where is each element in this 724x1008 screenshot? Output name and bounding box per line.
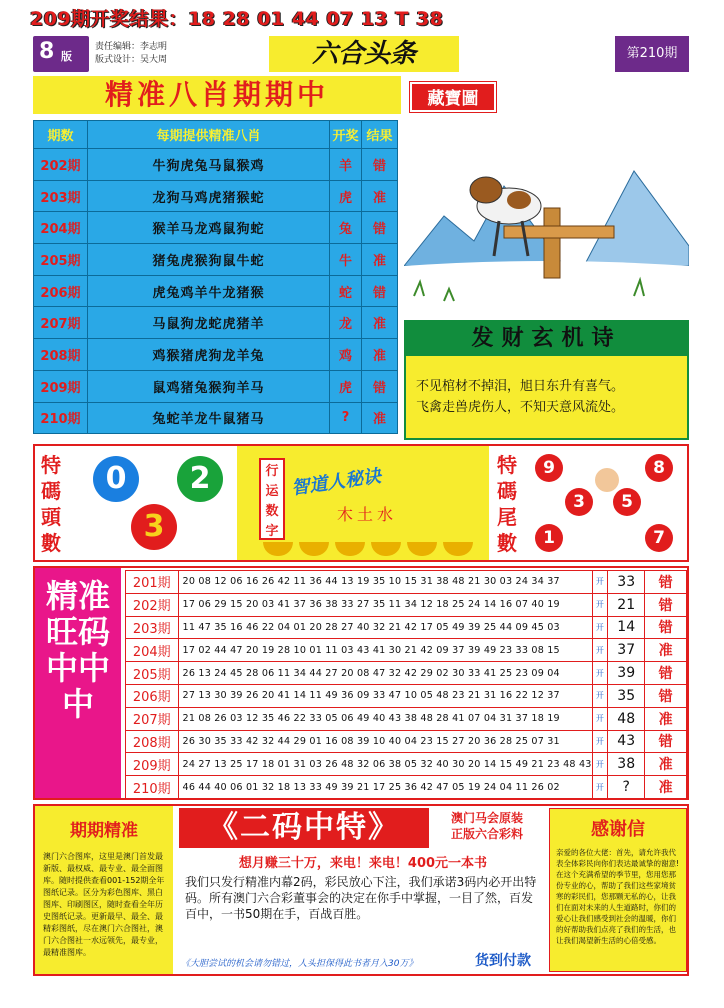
row-open-value: 37 [608,639,645,662]
mountain-right [584,171,689,266]
prediction-row [34,244,398,276]
row-period: 204期 [34,212,88,244]
prediction-table [33,120,398,434]
row-period: 208期 [34,339,88,371]
row-open-value: 39 [608,662,645,685]
row-open: 鸡 [330,339,362,371]
row-result: 错 [362,275,398,307]
row-open-label: 开 [592,684,608,707]
two-code-body: 我们只发行精准内幕2码，彩民放心下注，我们承诺3码内必开出特码。所有澳门六合彩董事会的决定在你手中掌握，一目了然，百发百中，一书50期在手，百战百胜。 [185,875,537,921]
row-result: 错 [362,149,398,181]
prediction-row [34,370,398,402]
poem-title: 发财玄机诗 [406,322,687,356]
row-zodiacs: 龙狗马鸡虎猪猴蛇 [88,180,330,212]
tail-ball: 8 [645,454,673,482]
thanks-body: 亲爱的各位大佬：首先，请允许我代表全体彩民向你们表达最诚挚的谢意!在这个充满希望的季节里，您用您那份专业的心，帮助了我们这些家境贫寒的彩民们，您那颗无私的心，让我们在面对未来的人生道路时，你们的爱心让我们感受到社会的温暖，你们的好帮助我们点亮了我们的生活，也让我们渴望新生活的心倍受感。 [556,848,680,945]
fortune-poem [404,320,689,440]
row-period: 206期 [126,684,179,707]
org-line: 正版六合彩料 [450,827,523,841]
row-open-value: 14 [608,616,645,639]
edition-number: 8 [39,39,55,64]
row-numbers: 17 02 44 47 20 19 28 10 01 11 03 43 41 30 21 42 09 37 39 49 23 33 08 15 [178,639,592,662]
row-period: 203期 [126,616,179,639]
row-open-label: 开 [592,662,608,685]
row-open-label: 开 [592,776,608,799]
row-zodiacs: 猴羊马龙鸡鼠狗蛇 [88,212,330,244]
bottom-section [33,804,689,976]
row-open-value: ? [608,776,645,799]
numbers-row [126,730,687,753]
row-period: 210期 [34,402,88,434]
row-open: 龙 [330,307,362,339]
row-period: 207期 [126,707,179,730]
secret-title: 智道人秘诀 [290,465,383,500]
numbers-row [126,571,687,594]
two-code-slogan: 想月赚三十万，来电！来电！400元一本书 [238,856,488,871]
row-zodiacs: 虎兔鸡羊牛龙猪猴 [88,275,330,307]
row-period: 208期 [126,730,179,753]
row-numbers: 17 06 29 15 20 03 41 37 36 38 33 27 35 11 34 12 18 25 24 14 16 07 40 19 [178,593,592,616]
row-open-value: 48 [608,707,645,730]
row-result: 准 [645,707,687,730]
prediction-row [34,307,398,339]
credit-editor: 责任编辑：李志明 [95,42,168,52]
row-numbers: 27 13 30 39 26 20 41 14 11 49 36 09 33 47 10 05 48 23 21 31 16 22 12 37 [178,684,592,707]
row-zodiacs: 鸡猴猪虎狗龙羊兔 [88,339,330,371]
row-result: 错 [645,616,687,639]
row-numbers: 24 27 13 25 17 18 01 31 03 26 48 32 06 38 05 32 40 30 20 14 15 49 21 23 48 43 [178,753,592,776]
row-result: 准 [362,244,398,276]
row-numbers: 26 30 35 33 42 32 44 29 01 16 08 39 10 40 04 23 15 27 20 36 28 25 07 31 [178,730,592,753]
credit-design: 版式设计：吴大周 [95,55,168,65]
hot-numbers-title: 精准旺码中中中 [35,568,121,798]
head-ball: 0 [93,456,139,502]
col-period: 期数 [34,121,88,149]
row-result: 准 [362,307,398,339]
cash-on-delivery-label: 货到付款 [475,953,531,969]
row-period: 205期 [34,244,88,276]
org-line: 澳门马会原装 [450,811,523,825]
tail-ball: 1 [535,524,563,552]
credits [95,41,167,67]
row-open-value: 35 [608,684,645,707]
row-period: 202期 [126,593,179,616]
two-code-title: 《二码中特》 [179,808,429,848]
fence-post [544,208,560,278]
draw-result-banner: 209期开奖结果：18 28 01 44 07 13 T 38 [30,8,444,30]
prediction-header-row [34,121,398,149]
prediction-title: 精准八肖期期中 [33,76,401,114]
row-result: 准 [645,639,687,662]
thank-you-letter [549,808,687,972]
row-numbers: 21 08 26 03 12 35 46 22 33 05 06 49 40 43 38 48 28 41 07 04 31 37 18 19 [178,707,592,730]
head-ball: 3 [131,504,177,550]
row-result: 准 [645,776,687,799]
row-open-value: 43 [608,730,645,753]
row-open-label: 开 [592,593,608,616]
gold-ingot-icon [263,542,293,556]
row-numbers: 20 08 12 06 16 26 42 11 36 44 13 19 35 10 15 31 38 48 21 30 03 24 34 37 [178,571,592,594]
prediction-row [34,212,398,244]
poem-line: 飞禽走兽虎伤人，不知天意风流处。 [416,400,625,415]
row-zodiacs: 牛狗虎兔马鼠猴鸡 [88,149,330,181]
two-code-org [433,810,541,842]
row-period: 210期 [126,776,179,799]
col-result: 结果 [362,121,398,149]
row-zodiacs: 兔蛇羊龙牛鼠猪马 [88,402,330,434]
row-open-label: 开 [592,616,608,639]
row-period: 209期 [34,370,88,402]
row-open-value: 33 [608,571,645,594]
edition-unit: 版 [61,50,72,63]
two-code-footnote: 《大胆尝试的机会请勿错过，人头担保得此书者月入30万》 [181,959,418,969]
numbers-row [126,593,687,616]
fence-rail [504,226,614,238]
row-zodiacs: 鼠鸡猪兔猴狗羊马 [88,370,330,402]
row-period: 203期 [34,180,88,212]
accuracy-title: 期期精准 [70,821,138,841]
prediction-row [34,339,398,371]
numbers-row [126,684,687,707]
treasure-map-label: 藏寶圖 [410,82,496,112]
row-open-label: 开 [592,730,608,753]
issue-number: 第210期 [615,36,689,72]
head-ball: 2 [177,456,223,502]
row-open: 虎 [330,370,362,402]
gold-ingot-icon [299,542,329,556]
tail-ball: 9 [535,454,563,482]
prediction-row [34,402,398,434]
row-open: 牛 [330,244,362,276]
row-open-label: 开 [592,639,608,662]
five-elements: 木土水 [337,505,398,524]
lucky-number-tag: 行运数字 [259,458,285,540]
row-numbers: 11 47 35 16 46 22 04 01 20 28 27 40 32 21 42 17 05 49 39 25 44 09 45 03 [178,616,592,639]
row-numbers: 46 44 40 06 01 32 18 13 33 49 39 21 17 25 36 42 47 05 19 24 04 11 26 02 [178,776,592,799]
row-period: 207期 [34,307,88,339]
tail-ball: 5 [613,488,641,516]
row-result: 准 [362,180,398,212]
head-digits-title: 特碼頭數 [41,453,61,555]
row-open: 蛇 [330,275,362,307]
dog-patch [507,191,531,209]
row-result: 准 [362,339,398,371]
gold-ingot-icon [443,542,473,556]
gold-ingot-icon [371,542,401,556]
child-figure-icon [595,468,619,492]
row-open: 兔 [330,212,362,244]
row-period: 202期 [34,149,88,181]
row-open-label: 开 [592,571,608,594]
row-open-value: 21 [608,593,645,616]
row-open: 羊 [330,149,362,181]
row-result: 错 [645,571,687,594]
numbers-row [126,776,687,799]
thanks-title: 感谢信 [591,819,645,840]
tail-digits-title: 特碼尾數 [497,453,517,555]
numbers-row [126,662,687,685]
special-digits-panel [33,444,689,562]
row-open: 虎 [330,180,362,212]
numbers-row [126,639,687,662]
row-numbers: 26 13 24 45 28 06 11 34 44 27 20 08 47 32 42 29 02 30 33 41 25 23 09 04 [178,662,592,685]
accuracy-body: 澳门六合图库，这里是澳门首发最新版、最权威、最专业、最全面图库。随时提供查看001-152期全年图纸记录。区分为彩色图库、黑白图库、印刷图区，随时查看全年历史图纸记录。更新最早、最全、最精彩图纸，尽在澳门六合图社，澳门六合图社一水远领先，最专业，最精准图库。 [43,852,165,957]
prediction-row [34,149,398,181]
edition-badge [33,36,89,72]
gold-ingot-icon [335,542,365,556]
row-result: 错 [645,662,687,685]
dog-head [470,177,502,203]
masthead-title: 六合头条 [269,36,459,72]
prediction-row [34,275,398,307]
row-result: 错 [362,370,398,402]
gold-ingot-icon [407,542,437,556]
row-result: 准 [362,402,398,434]
row-result: 错 [645,684,687,707]
hot-numbers-panel [33,566,689,800]
row-result: 错 [362,212,398,244]
tail-ball: 3 [565,488,593,516]
row-period: 206期 [34,275,88,307]
numbers-row [126,707,687,730]
prediction-row [34,180,398,212]
row-open-value: 38 [608,753,645,776]
row-period: 205期 [126,662,179,685]
row-open-label: 开 [592,753,608,776]
row-open-label: 开 [592,707,608,730]
row-period: 209期 [126,753,179,776]
two-code-ad [177,806,545,974]
poem-line: 不见棺材不掉泪，旭日东升有喜气。 [416,379,625,394]
row-result: 错 [645,730,687,753]
row-result: 准 [645,753,687,776]
row-open: ? [330,402,362,434]
numbers-row [126,753,687,776]
col-zodiacs: 每期提供精准八肖 [88,121,330,149]
hot-numbers-table [125,570,687,799]
row-period: 204期 [126,639,179,662]
row-zodiacs: 猪兔虎猴狗鼠牛蛇 [88,244,330,276]
numbers-row [126,616,687,639]
secret-formula [237,446,489,560]
row-result: 错 [645,593,687,616]
tail-ball: 7 [645,524,673,552]
page-header [33,36,689,72]
treasure-illustration [404,116,689,316]
row-period: 201期 [126,571,179,594]
accuracy-column [35,806,173,974]
row-zodiacs: 马鼠狗龙蛇虎猪羊 [88,307,330,339]
col-open: 开奖 [330,121,362,149]
